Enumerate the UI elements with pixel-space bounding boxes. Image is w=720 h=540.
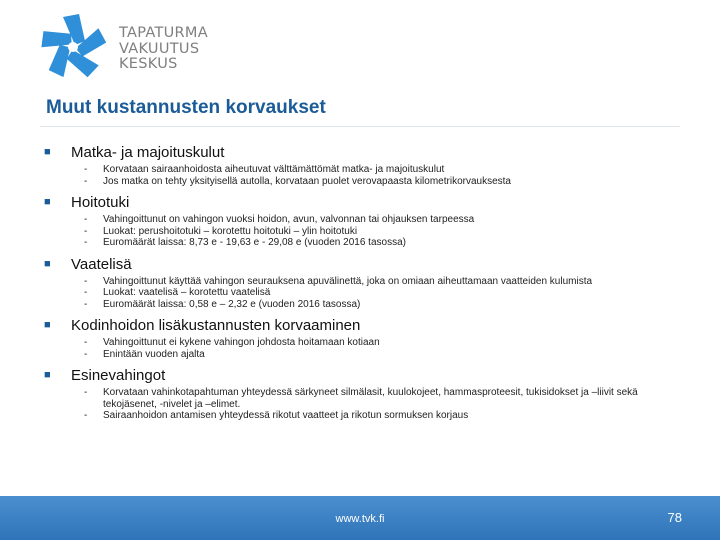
list-item: - Korvataan sairaanhoidosta aiheutuvat välttämättömät matka- ja majoituskulut — [84, 164, 445, 175]
square-bullet-icon: ■ — [44, 196, 51, 208]
list-item: - Jos matka on tehty yksityisellä autolla, korvataan puolet verovapaasta kilometrikorvauksesta — [84, 175, 511, 187]
square-bullet-icon: ■ — [44, 146, 51, 158]
list-item: - Vahingoittunut ei kykene vahingon johdosta hoitamaan kotiaan — [84, 337, 380, 348]
section-esinevahingot — [44, 366, 684, 422]
list-item: - Korvataan vahinkotapahtuman yhteydessä särkyneet silmälasit, kuulokojeet, hammasproteesit, tukisidokset ja –liivit sekä tekojäsenet, -nivelet ja –elimet. — [84, 387, 638, 410]
section-vaatelisa — [44, 255, 684, 311]
list-item: - Luokat: vaatelisä – korotettu vaatelisä — [84, 287, 271, 298]
section-matka — [44, 143, 684, 187]
logo-star-icon — [40, 14, 106, 80]
footer-bar — [0, 496, 720, 540]
list-item: - Euromäärät laissa: 0,58 e – 2,32 e (vuoden 2016 tasossa) — [84, 298, 361, 310]
brand-line: VAKUUTUS — [119, 40, 200, 57]
brand-line: KESKUS — [119, 56, 178, 72]
footer-url-link[interactable]: www.tvk.fi — [335, 513, 385, 525]
list-item: - Enintään vuoden ajalta — [84, 348, 205, 360]
square-bullet-icon: ■ — [44, 257, 51, 270]
section-hoitotuki — [44, 193, 684, 249]
list-item: - Euromäärät laissa: 8,73 e - 19,63 e - 29,08 e (vuoden 2016 tasossa) — [84, 237, 406, 248]
section-title: Esinevahingot — [71, 367, 166, 384]
square-bullet-icon: ■ — [44, 319, 51, 331]
list-item: - Vahingoittunut käyttää vahingon seurauksena apuvälinettä, joka on omiaan aiheuttamaan vaatteiden kulumista — [84, 275, 593, 287]
section-kodinhoito — [44, 316, 684, 360]
list-item: - Sairaanhoidon antamisen yhteydessä rikotut vaatteet ja rikotun sormuksen korjaus — [84, 410, 469, 421]
section-title: Kodinhoidon lisäkustannusten korvaaminen — [71, 317, 361, 334]
brand-line: TAPATURMA — [119, 25, 208, 41]
page-number: 78 — [667, 510, 682, 525]
section-title: Vaatelisä — [71, 255, 132, 273]
list-item: - Vahingoittunut on vahingon vuoksi hoidon, avun, valvonnan tai ohjauksen tarpeessa — [84, 214, 475, 225]
title-divider — [40, 126, 680, 127]
section-title: Matka- ja majoituskulut — [71, 144, 225, 161]
content — [44, 143, 684, 428]
square-bullet-icon: ■ — [44, 369, 51, 381]
list-item: - Luokat: perushoitotuki – korotettu hoitotuki – ylin hoitotuki — [84, 225, 358, 237]
page-title: Muut kustannusten korvaukset — [46, 97, 326, 118]
section-title: Hoitotuki — [71, 194, 130, 211]
brand-name — [119, 26, 208, 73]
